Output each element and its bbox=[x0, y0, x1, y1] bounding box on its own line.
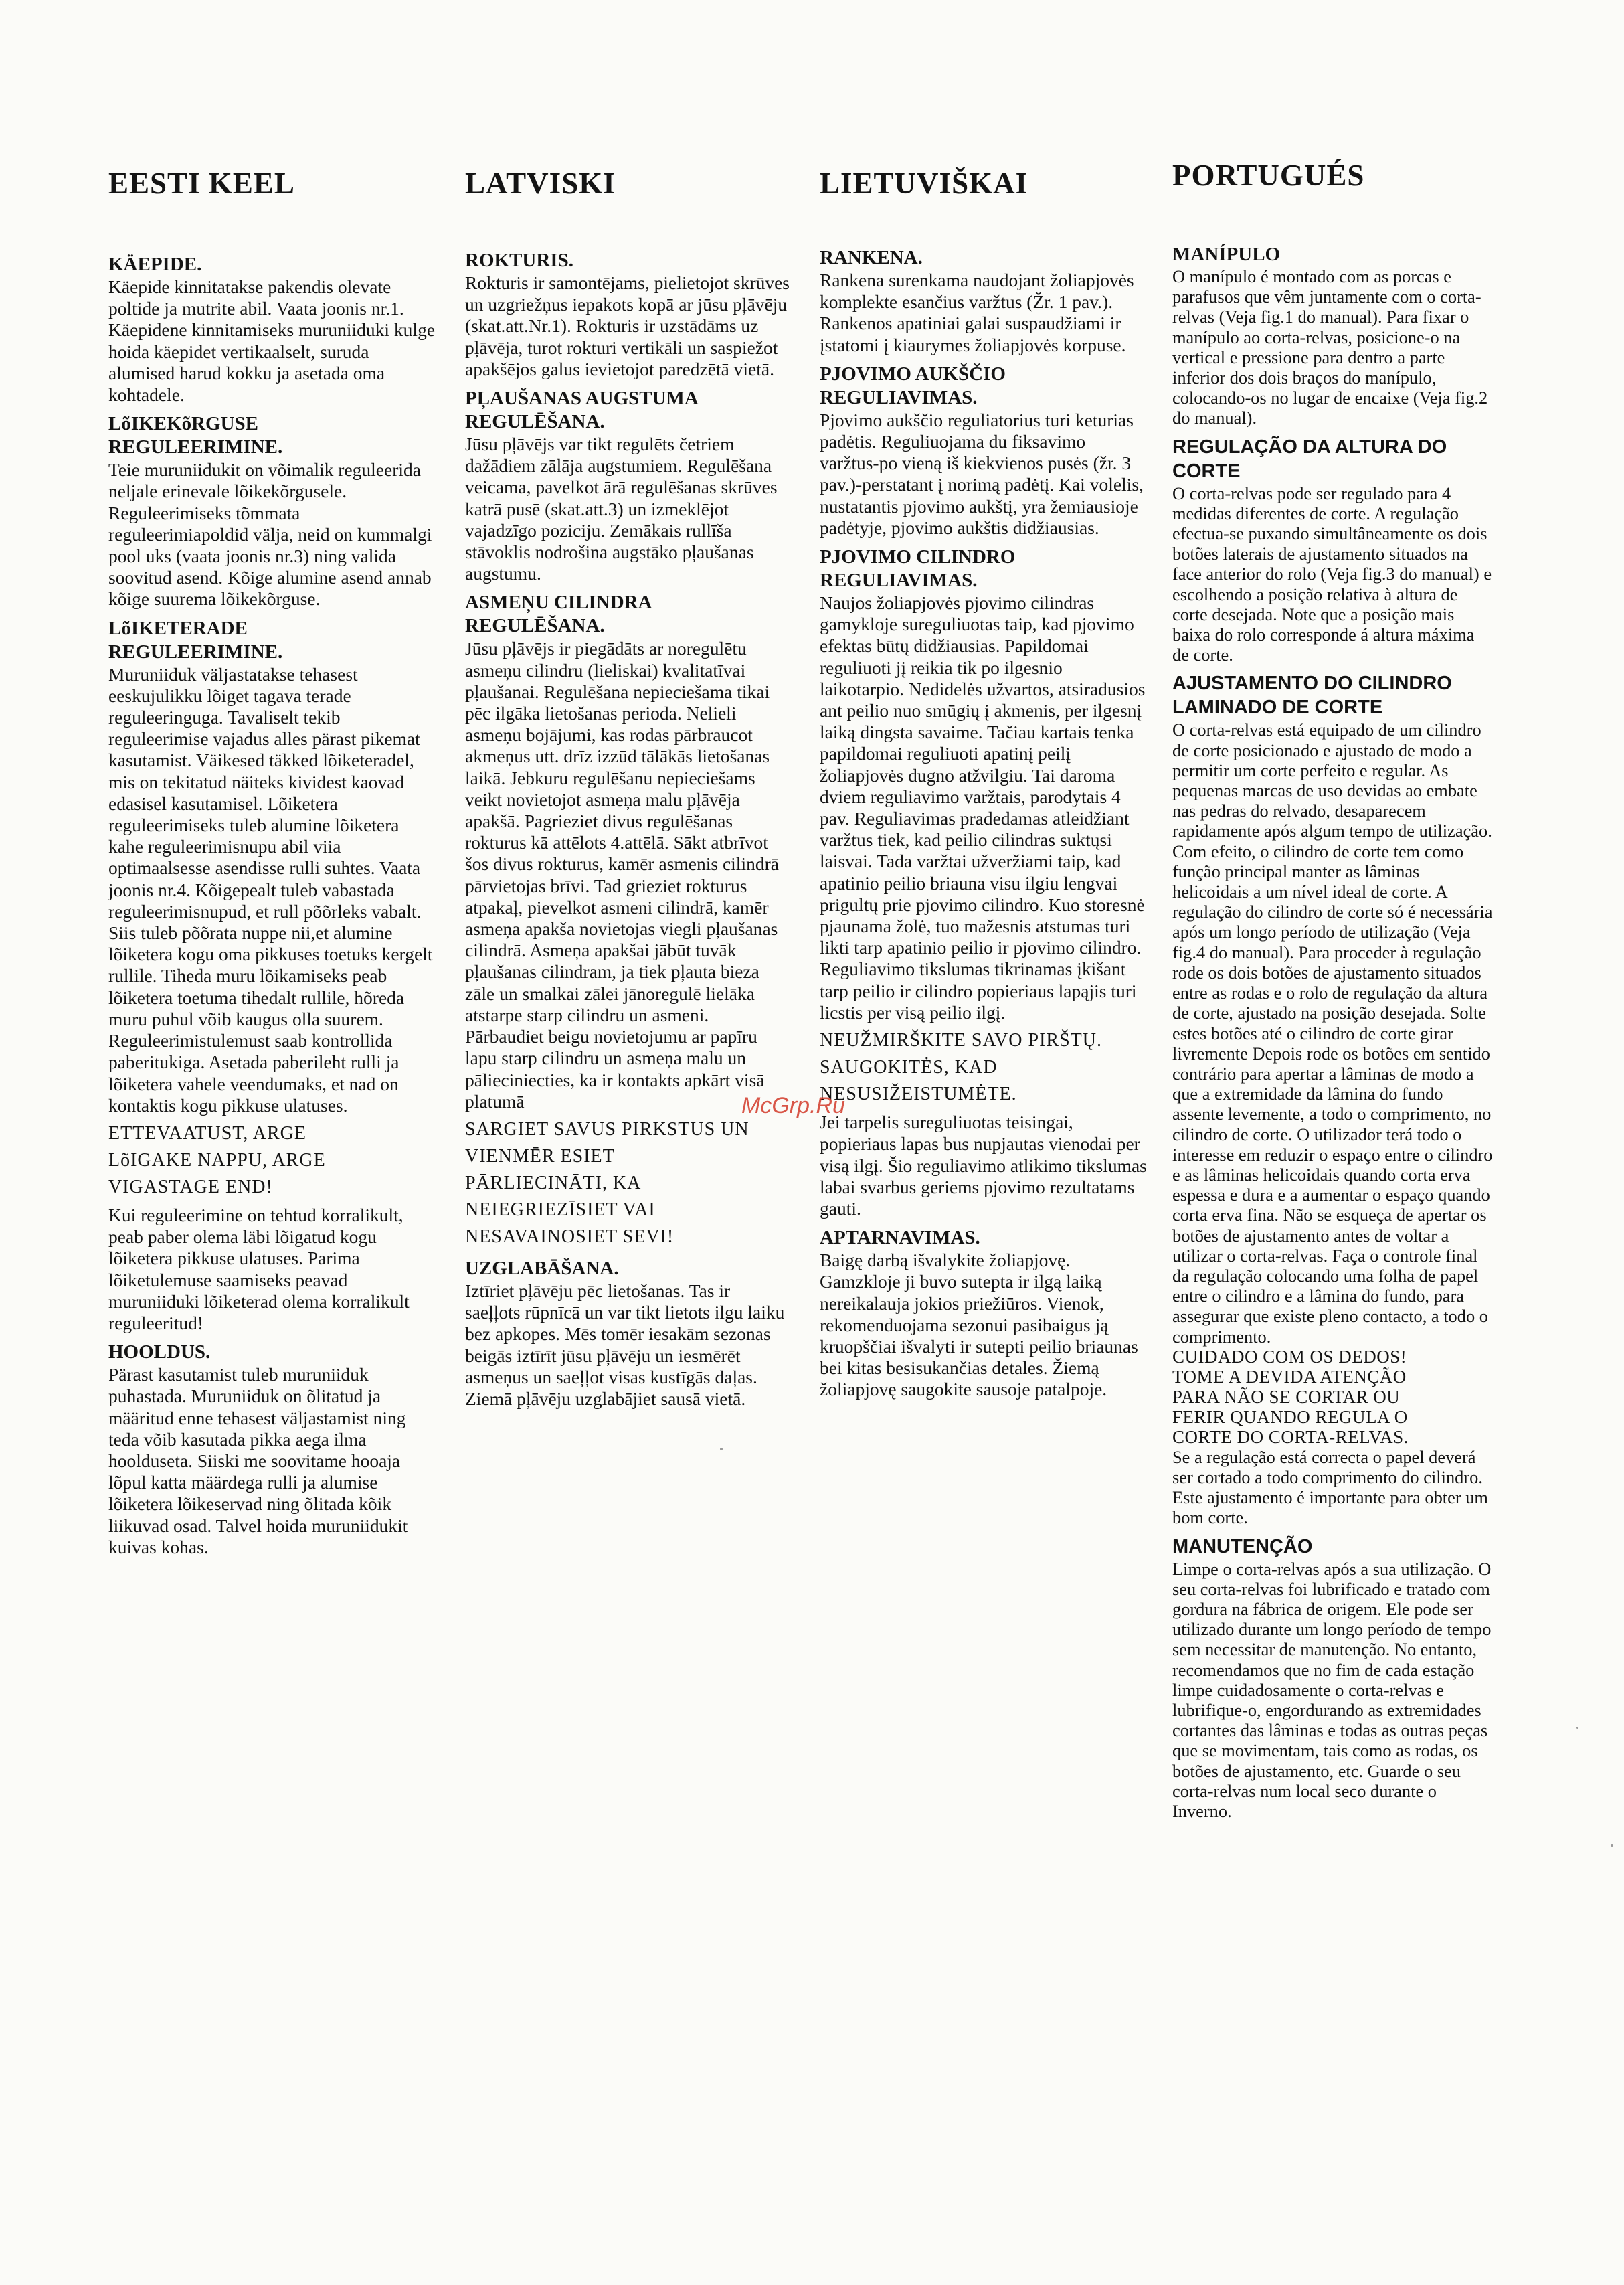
safety-warning: NEUŽMIRŠKITE SAVO PIRŠTŲ. SAUGOKITĖS, KAD NESUSIŽEISTUMĖTE. bbox=[820, 1030, 1102, 1105]
section-paragraph: Limpe o corta-relvas após a sua utilização. O seu corta-relvas foi lubrificado e tratado com gordura na fábrica de origem. Ele pode ser utilizado durante um longo período de tempo sem necessitar de manutenção. No entanto, recomendamos que no fim de cada estação limpe cuidadosamente o corta-relvas e lubrifique-o, engordurando as extremidades cortantes das lâminas e todas as outras peças que se movimentam, tais como as rodas, os botões de ajustamento, etc. Guarde o seu corta-relvas num local seco durante o Inverno. bbox=[1172, 1558, 1492, 1821]
section-paragraph: Naujos žoliapjovės pjovimo cilindras gamykloje sureguliuotas taip, kad pjovimo efektas būtų didžiausias. Papildomai reguliuoti jį reikia tik po ilgesnio laikotarpio. Nedidelės užvartos, atsiradusios ant peilio nuo smūgių į akmenis, per ilgesnį laiką dingsta savaime. Tačiau kartais tenka papildomai reguliuoti apatinį peilį žoliapjovės dugno atžvilgiu. Tai daroma dviem reguliavimo varžtais, parodytais 4 pav. Reguliavimas pradedamas atleidžiant varžtus tiek, kad peilio cilindras suktųsi laisvai. Tada varžtai užveržiami taip, kad apatinio peilio briauna visu ilgiu lengvai prigultų prie pjovimo cilindro. Kuo storesnė pjaunama žolė, tuo mažesnis atstumas turi likti tarp apatinio peilio ir pjovimo cilindro. Reguliavimo tikslumas tikrinamas įkišant tarp peilio ir cilindro popieriaus lapąjis turi licstis per visą peilio ilgį. bbox=[820, 592, 1146, 1023]
section-paragraph: Rankena surenkama naudojant žoliapjovės komplekte esančius varžtus (Žr. 1 pav.). Rankenos apatiniai galai suspaudžiami ir įstatomi į kiaurymes žoliapjovės korpuse. bbox=[820, 270, 1134, 355]
section-paragraph: O corta-relvas está equipado de um cilindro de corte posicionado e ajustado de modo a permitir um corte perfeito e regular. As pequenas marcas de uso devidas ao embate nas pedras do relvado, desaparecem rapidamente após algum tempo de utilização. Com efeito, o cilindro de corte tem como função principal manter as lâminas helicoidais a um nível ideal de corte. A regulação do cilindro de corte só é necessária após um longo período de utilização (Veja fig.4 do manual). Para proceder à regulação rode os dois botões de ajustamento situados entre as rodas e o rolo de regulação da altura de corte, ajustado na posição desejada. Solte estes botões até o cilindro de corte girar livremente Depois rode os botões em sentido contrário para apertar a lâminas de modo a que a extremidade da lâmina do fundo assente levemente, a todo o comprimento, no cilindro de corte. O utilizador terá todo o interesse em reduzir o espaço entre o cilindro e as lâminas helicoidais quando corta erva espessa e dura e a aumentar o espaço quando corta erva fina. Não se esqueça de apertar os botões de ajustamento antes de voltar a utilizar o corta-relvas. Faça o controle final da regulação colocando uma folha de papel entre o cilindro e a lâmina do fundo, para assegurar que existe pleno contacto, a todo o comprimento. bbox=[1172, 720, 1493, 1347]
column-text bbox=[108, 253, 436, 1558]
column-lietuviskai bbox=[820, 0, 1148, 2285]
section-paragraph: Kui reguleerimine on tehtud korralikult, peab paber olema läbi lõigatud kogu lõiketera pikkuse ulatuses. Parima lõiketulemuse saamiseks peavad muruniiduki lõiketerad olema korralikult reguleeritud! bbox=[108, 1204, 410, 1333]
column-text bbox=[820, 246, 1148, 1401]
section-paragraph: Baigę darbą išvalykite žoliapjovę. Gamzkloje ji buvo sutepta ir ilgą laiką nereikalauja jokios priežiūros. Vienok, rekomenduojama sezonui pasibaigus ją kruopščiai išvalyti ir sutepti peilio briaunas bei kitas besisukančias detales. Žiemą žoliapjovę saugokite sausoje patalpoje. bbox=[820, 1250, 1138, 1400]
section-paragraph: Pjovimo aukščio reguliatorius turi keturias padėtis. Reguliuojama du fiksavimo varžtus-po vieną iš kiekvienos pusės (žr. 3 pav.)-perstatant į norimą padėtį. Kai volelis, nustatantis pjovimo aukštį, yra žemiausioje padėtyje, pjovimo aukštis didžiausias. bbox=[820, 409, 1144, 538]
section-paragraph: Jūsu pļāvējs var tikt regulēts četriem dažādiem zālāja augstumiem. Regulēšana veicama, pavelkot ārā regulēšanas skrūves katrā pusē (skat.att.3) un izmeklējot vajadzīgo poziciju. Zemākais rullīša stāvoklis nodrošina augstāko pļaušanas augstumu. bbox=[465, 434, 778, 584]
section-paragraph: Jei tarpelis sureguliuotas teisingai, popieriaus lapas bus nupjautas vienodai per visą ilgį. Šio reguliavimo atlikimo tikslumas labai svarbus geriems pjovimo rezultatams gauti. bbox=[820, 1112, 1147, 1219]
section-heading: UZGLABĀŠANA. bbox=[465, 1257, 619, 1279]
section-paragraph: O manípulo é montado com as porcas e parafusos que vêm juntamente com o corta-relvas (Veja fig.1 do manual). Para fixar o manípulo ao corta-relvas, posicione-o na vertical e pressione para dentro a parte inferior dos dois braços do manípulo, colocando-os no lugar de encaixe (Veja fig.2 do manual). bbox=[1172, 266, 1488, 428]
scan-speck bbox=[1611, 1844, 1613, 1847]
section-heading: LõIKEKõRGUSE REGULEERIMINE. bbox=[108, 413, 283, 458]
section-heading: KÄEPIDE. bbox=[108, 254, 202, 275]
section-heading: MANÍPULO bbox=[1172, 244, 1281, 265]
section-heading: RANKENA. bbox=[820, 247, 923, 268]
section-heading: PJOVIMO CILINDRO REGULIAVIMAS. bbox=[820, 546, 1016, 592]
section-heading: PĻAUŠANAS AUGSTUMA REGULĒŠANA. bbox=[465, 388, 699, 433]
scan-speck bbox=[1576, 1727, 1578, 1729]
section-paragraph: Muruniiduk väljastatakse tehasest eeskujulikku lõiget tagava terade reguleeringuga. Tavaliselt tekib reguleerimise vajadus alles pärast pikemat kasutamist. Väikesed täkked lõiketeradel, mis on tekitatud näiteks kividest kaovad edasisel kasutamisel. Lõiketera reguleerimiseks tuleb alumine lõiketera kahe reguleerimisnupu abil viia optimaalsesse asendisse rulli suhtes. Vaata joonis nr.4. Kõigepealt tuleb vabastada reguleerimisnupud, et rull põõrleks vabalt. Siis tuleb põõrata nuppe nii,et alumine lõiketera kogu oma pikkuses toetuks kergelt rullile. Tiheda muru lõikamiseks peab lõiketera toetuma tihedalt rullile, hõreda muru puhul võib kaugus olla suurem. Reguleerimistulemust saab kontrollida paberitukiga. Asetada paberileht rulli ja lõiketera vahele veendumaks, et nad on kontaktis kogu pikkuse ulatuses. bbox=[108, 663, 433, 1116]
safety-warning: CUIDADO COM OS DEDOS! TOME A DEVIDA ATENÇÃO PARA NÃO SE CORTAR OU FERIR QUANDO REGULA O CORTE DO CORTA-RELVAS. bbox=[1172, 1346, 1409, 1447]
column-eesti bbox=[108, 0, 436, 2285]
section-paragraph: Käepide kinnitatakse pakendis olevate poltide ja mutrite abil. Vaata joonis nr.1. Käepidene kinnitamiseks muruniiduki kulge hoida käepidet vertikaalselt, suruda alumised harud kokku ja asetada oma kohtadele. bbox=[108, 276, 436, 406]
section-paragraph: Iztīriet pļāvēju pēc lietošanas. Tas ir saeļļots rūpnīcā un var tikt lietots ilgu laiku bez apkopes. Mēs tomēr iesakām sezonas beigās iztīrīt jūsu pļāvēju un iesmērēt asmeņus un saeļļot visas kustīgās daļas. Ziemā pļāvēju uzglabājiet sausā vietā. bbox=[465, 1280, 785, 1409]
section-heading: HOOLDUS. bbox=[108, 1341, 211, 1363]
section-heading: AJUSTAMENTO DO CILINDRO LAMINADO DE CORTE bbox=[1172, 673, 1452, 719]
column-latviski bbox=[465, 0, 790, 2285]
column-text bbox=[1172, 242, 1494, 1821]
section-heading: PJOVIMO AUKŠČIO REGULIAVIMAS. bbox=[820, 363, 1006, 408]
section-paragraph: O corta-relvas pode ser regulado para 4 medidas diferentes de corte. A regulação efectua-se puxando simultâneamente os dois botões laterais de ajustamento situados na face anterior do rolo (Veja fig.3 do manual) e escolhendo a posição relativa à altura de corte desejada. Note que a posição mais baixa do rolo corresponde á altura máxima de corte. bbox=[1172, 483, 1492, 665]
language-heading: LATVISKI bbox=[465, 167, 616, 200]
section-heading: APTARNAVIMAS. bbox=[820, 1227, 980, 1249]
section-heading: LõIKETERADE REGULEERIMINE. bbox=[108, 617, 283, 663]
safety-warning: ETTEVAATUST, ARGE LõIGAKE NAPPU, ARGE VIGASTAGE END! bbox=[108, 1122, 326, 1197]
section-heading: ROKTURIS. bbox=[465, 250, 573, 271]
section-paragraph: Rokturis ir samontējams, pielietojot skrūves un uzgriežņus iepakots kopā ar jūsu pļāvēju (skat.att.Nr.1). Rokturis ir uzstādāms uz pļāvēja, turot rokturi vertikāli un saspiežot apakšējos galus ievietojot paredzētā vietā. bbox=[465, 272, 790, 379]
watermark: McGrp.Ru bbox=[741, 1093, 845, 1118]
section-heading: MANUTENÇÃO bbox=[1172, 1535, 1313, 1557]
section-paragraph: Teie muruniidukit on võimalik reguleerida neljale erinevale lõikekõrgusele. Reguleerimiseks tõmmata reguleerimiapoldid välja, neid on kummalgi pool uks (vaata joonis nr.3) ning valida soovitud asend. Kõige alumine asend annab kõige suurema lõikekõrguse. bbox=[108, 459, 432, 610]
section-heading: ASMEŅU CILINDRA REGULĒŠANA. bbox=[465, 592, 652, 637]
safety-warning: SARGIET SAVUS PIRKSTUS UN VIENMĒR ESIET PĀRLIECINĀTI, KA NEIEGRIEZĪSIET VAI NESAVAINOSIET SEVI! bbox=[465, 1118, 749, 1247]
section-paragraph: Se a regulação está correcta o papel deverá ser cortado a todo comprimento do cilindro. Este ajustamento é importante para obter um bom corte. bbox=[1172, 1446, 1488, 1528]
language-heading: LIETUVIŠKAI bbox=[820, 167, 1028, 200]
section-paragraph: Pärast kasutamist tuleb muruniiduk puhastada. Muruniiduk on õlitatud ja määritud enne tehasest väljastamist ning teda võib kasutada pikka aega ilma hoolduseta. Siiski me soovitame hooaja lõpul katta määrdega rulli ja alumise lõiketera lõikeservad ning õlitada kõik liikuvad osad. Talvel hoida muruniidukit kuivas kohas. bbox=[108, 1364, 408, 1557]
section-paragraph: Jūsu pļāvējs ir piegādāts ar noregulētu asmeņu cilindru (lieliskai) kvalitatīvai pļaušanai. Regulēšana nepieciešama tikai pēc ilgāka lietošanas perioda. Nelieli asmeņu bojājumi, kas rodas pārbraucot akmeņus utt. drīz izzūd tālākās lietošanas laikā. Jebkuru regulēšanu nepieciešams veikt novietojot asmeņa malu pļāvēja apakšā. Pagrieziet divus regulēšanas rokturus kā attēlots 4.attēlā. Sākt atbrīvot šos divus rokturus, kamēr asmenis cilindrā pārvietojas brīvi. Tad grieziet rokturus atpakaļ, pievelkot asmeni cilindrā, kamēr asmeņa apakša novietojas viegli pļaušanas cilindrā. Asmeņa apakšai jābūt tuvāk pļaušanas cilindram, ja tiek pļauta bieza zāle un smalkai zālei jānoregulē lielāka atstarpe starp cilindru un asmeni. Pārbaudiet beigu novietojumu ar papīru lapu starp cilindru un asmeņa malu un pālieciniecties, ka ir kontakts apkārt visā platumā bbox=[465, 638, 779, 1112]
column-portugues bbox=[1172, 0, 1494, 2285]
language-heading: PORTUGUÉS bbox=[1172, 159, 1365, 192]
column-text bbox=[465, 249, 790, 1410]
scan-speck bbox=[720, 1448, 723, 1450]
section-heading: REGULAÇÃO DA ALTURA DO CORTE bbox=[1172, 436, 1447, 482]
language-heading: EESTI KEEL bbox=[108, 167, 295, 200]
